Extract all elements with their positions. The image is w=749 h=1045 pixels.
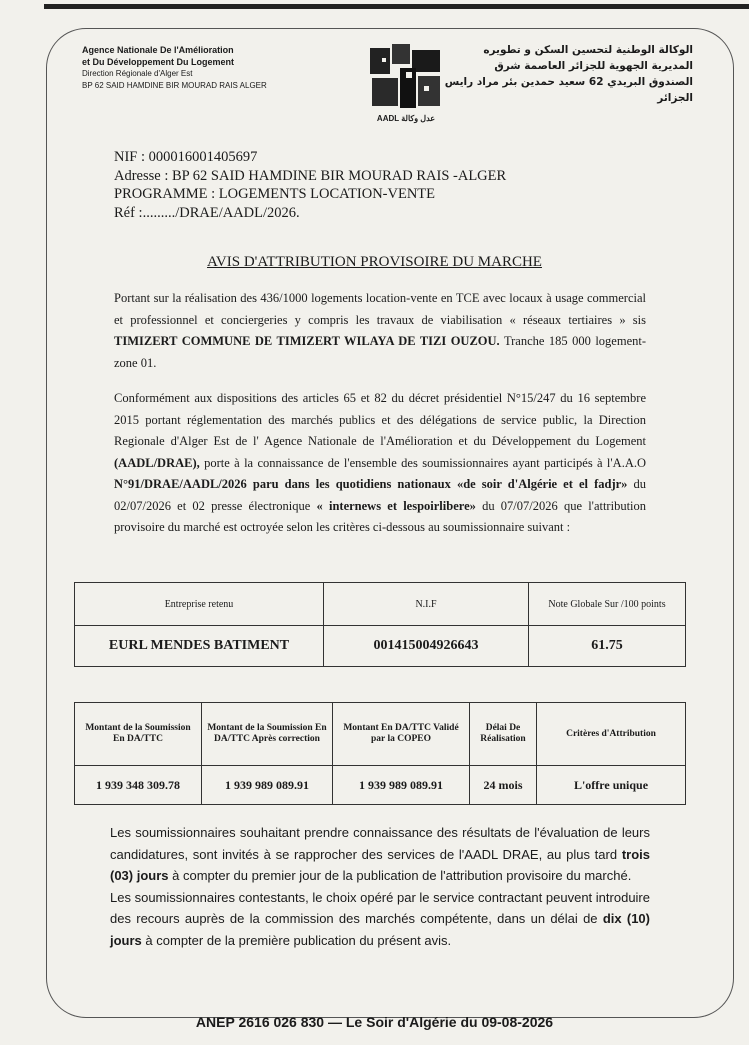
table-header-row xyxy=(75,703,686,766)
cell-montant-soumission: 1 939 348 309.78 xyxy=(75,766,202,805)
cell-montant-correction: 1 939 989 089.91 xyxy=(202,766,333,805)
notice-title-text: AVIS D'ATTRIBUTION PROVISOIRE DU MARCHE xyxy=(207,254,542,270)
programme-line: PROGRAMME : LOGEMENTS LOCATION-VENTE xyxy=(114,186,436,202)
header-montant-soumission: Montant de la Soumission En DA/TTC xyxy=(75,703,202,766)
cell-criteres: L'offre unique xyxy=(537,766,686,805)
table-header-row xyxy=(75,583,686,626)
header-note: Note Globale Sur /100 points xyxy=(529,583,686,626)
header-left-line-1: Agence Nationale De l'Amélioration xyxy=(82,45,234,55)
header-entreprise: Entreprise retenu xyxy=(75,583,324,626)
header-montant-copeo: Montant En DA/TTC Validé par la COPEO xyxy=(333,703,470,766)
header-criteres: Critères d'Attribution xyxy=(537,703,686,766)
header-left xyxy=(82,45,352,91)
nif-line: NIF : 000016001405697 xyxy=(114,149,258,165)
header-right-line-2: المديرية الجهوية للجزائر العاصمة شرق xyxy=(494,60,693,72)
recours-text-b: trois (03) jours xyxy=(110,846,650,883)
header-left-line-3: Direction Régionale d'Alger Est xyxy=(82,69,193,78)
cell-nif: 001415004926643 xyxy=(324,626,529,667)
attribution-text-a: Conformément aux dispositions des articles 65 et 82 du décret présidentiel N°15/247 du 16 septembre 2015 portant réglementation des marchés publics et des délégations de service public, la Direction Regionale d'Alger Est de l' Agence Nationale de l'Amélioration et du Développement du Logement xyxy=(114,391,646,448)
paragraph-recours xyxy=(110,822,650,951)
publication-footer: ANEP 2616 026 830 — Le Soir d'Algérie du 09-08-2026 xyxy=(195,1014,554,1030)
top-rule xyxy=(44,4,749,9)
header-right-line-3: الصندوق البريدي 62 سعيد حمدين بئر مراد رايس xyxy=(444,76,693,88)
header-delai: Délai De Réalisation xyxy=(470,703,537,766)
paragraph-attribution xyxy=(114,388,646,539)
header-right-line-4: الجزائر xyxy=(657,92,693,104)
attribution-text-f: « internews et lespoirlibere» xyxy=(316,498,476,513)
cell-delai: 24 mois xyxy=(470,766,537,805)
table-row xyxy=(75,626,686,667)
info-block xyxy=(114,148,506,222)
recours-text-c: à compter du premier jour de la publication de l'attribution provisoire du marché. xyxy=(172,868,632,883)
winner-table xyxy=(74,582,686,667)
header-right-line-1: الوكالة الوطنية لتحسين السكن و تطويره xyxy=(483,44,693,56)
recours-text-a: Les soumissionnaires souhaitant prendre connaissance des résultats de l'évaluation de leurs candidatures, sont invités à se rapprocher des services de l'AADL DRAE, au plus tard xyxy=(110,825,650,862)
object-tranche: Tranche 185 000 logement-zone 01. xyxy=(114,334,647,370)
paragraph-object xyxy=(114,288,646,374)
header-left-line-2: et Du Développement Du Logement xyxy=(82,56,235,67)
header-montant-correction: Montant de la Soumission En DA/TTC Après correction xyxy=(202,703,333,766)
attribution-text-e: du 02/07/2026 et 02 presse électronique xyxy=(114,477,647,513)
adresse-line: Adresse : BP 62 SAID HAMDINE BIR MOURAD RAIS -ALGER xyxy=(114,167,507,184)
header-right xyxy=(443,42,693,106)
header-left-line-4: BP 62 SAID HAMDINE BIR MOURAD RAIS ALGER xyxy=(82,80,267,90)
table-row xyxy=(75,766,686,805)
object-text: Portant sur la réalisation des 436/1000 logements location-vente en TCE avec locaux à usage commercial et professionnel et conciergeries y compris les travaux de viabilisation « réseaux tertiaires » sis xyxy=(114,291,646,327)
cell-note: 61.75 xyxy=(529,626,686,667)
cell-montant-copeo: 1 939 989 089.91 xyxy=(333,766,470,805)
aadl-logo xyxy=(368,42,444,112)
recours-text-d: Les soumissionnaires contestants, le choix opéré par le service contractant peuvent introduire des recours auprès de la commission des marchés compétente, dans un délai de xyxy=(110,889,650,926)
header-nif: N.I.F xyxy=(324,583,529,626)
cell-entreprise: EURL MENDES BATIMENT xyxy=(75,626,324,667)
attribution-text-g: du 07/07/2026 que l'attribution provisoire du marché est octroyée selon les critères ci-dessous au soumissionnaire suivant : xyxy=(114,498,647,534)
amounts-table xyxy=(74,702,686,805)
attribution-text-c: porte à la connaissance de l'ensemble des soumissionnaires ayant participés à l'A.A.O xyxy=(204,455,646,470)
recours-text-e: dix (10) jours xyxy=(110,911,650,948)
reference-line: Réf :........./DRAE/AADL/2026. xyxy=(114,204,300,221)
recours-text-f: à compter de la première publication du présent avis. xyxy=(145,932,452,948)
logo-caption: AADL عدل وكالة xyxy=(376,114,436,123)
notice-title xyxy=(0,254,749,271)
attribution-text-d: N°91/DRAE/AADL/2026 paru dans les quotidiens nationaux «de soir d'Algérie et el fadjr» xyxy=(114,477,628,491)
object-location: TIMIZERT COMMUNE DE TIMIZERT WILAYA DE TIZI OUZOU. xyxy=(114,334,500,348)
attribution-text-b: (AADL/DRAE), xyxy=(114,455,200,470)
